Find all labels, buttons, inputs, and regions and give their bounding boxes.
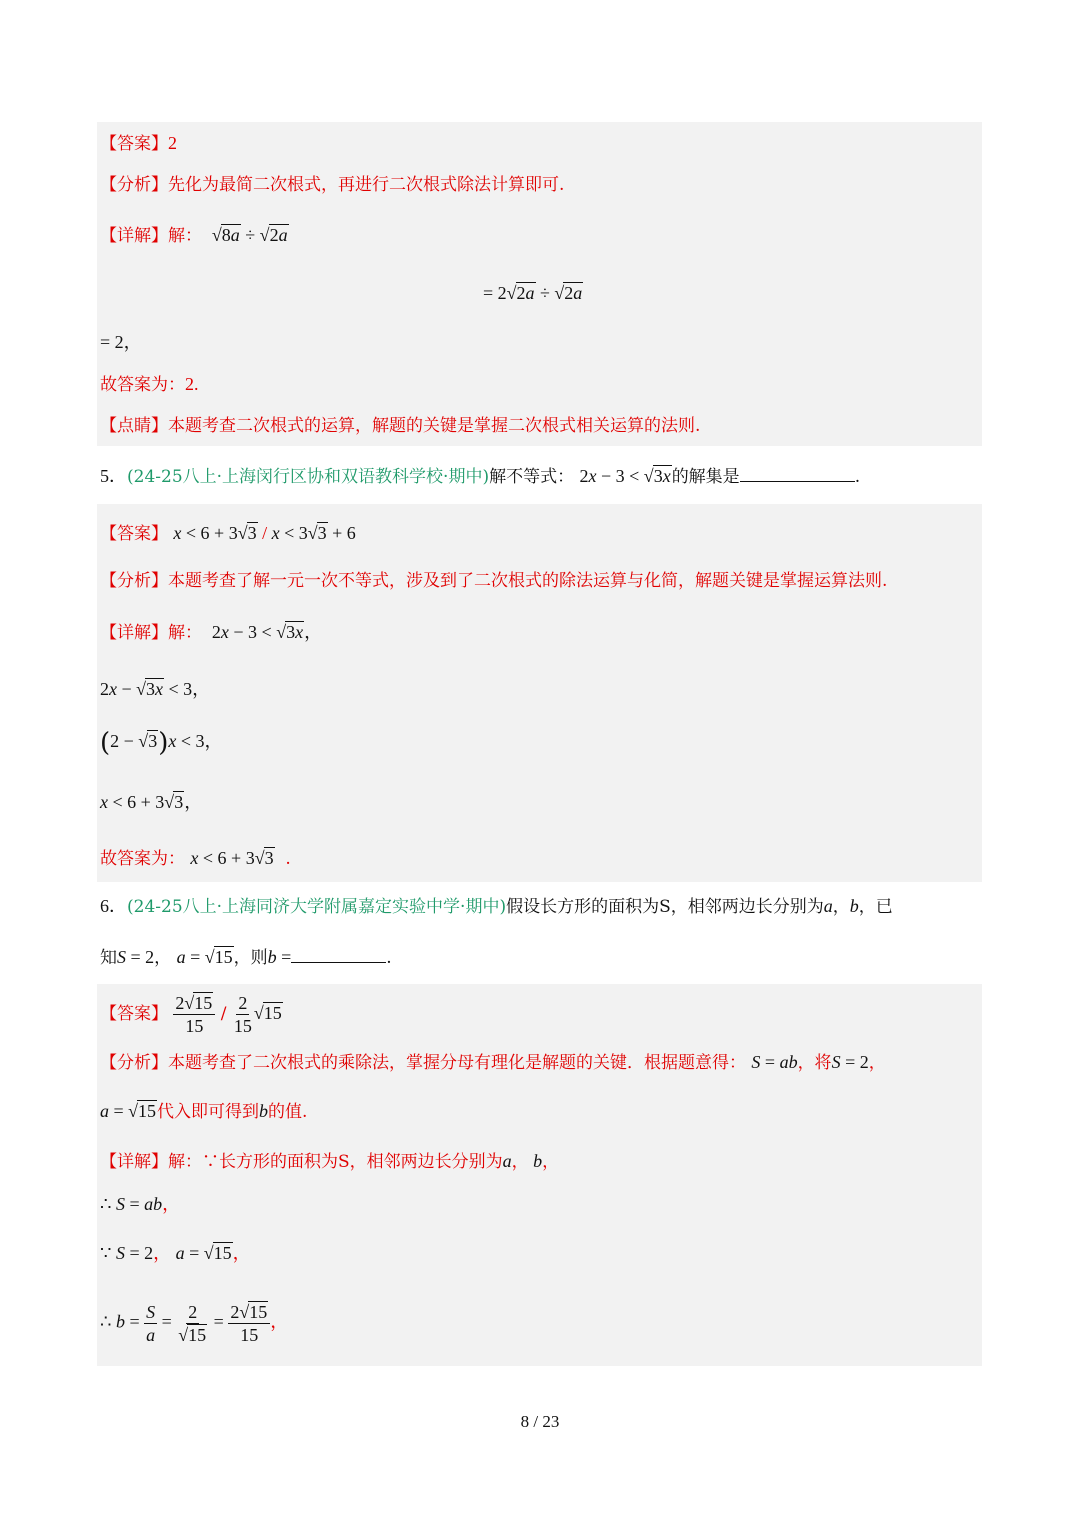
q6-stem-line-2: 知S = 2， a = √15，则b = . xyxy=(100,947,392,968)
detail-label: 【详解】 xyxy=(100,226,168,246)
q6-detail-text: 解：∵长方形的面积为S，相邻两边长分别为 xyxy=(168,1152,503,1172)
q6-analysis2-end: 的值. xyxy=(268,1102,308,1122)
q4-conclusion: 故答案为：2. xyxy=(100,374,199,395)
q5-answer-line xyxy=(100,522,356,545)
q4-comment-text: 本题考查二次根式的运算，解题的关键是掌握二次根式相关运算的法则. xyxy=(168,416,701,436)
q6-line2-prefix: 知 xyxy=(100,948,117,968)
q6-number: 6． xyxy=(100,896,127,916)
q5-stem-suffix: 的解集是 xyxy=(671,467,740,487)
conclude-label: 故答案为： xyxy=(100,849,185,869)
q5-answer-blank[interactable] xyxy=(740,467,855,482)
q6-analysis-text: 本题考查了二次根式的乘除法，掌握分母有理化是解题的关键．根据题意得： xyxy=(168,1053,746,1073)
answer-label: 【答案】 xyxy=(100,134,168,154)
q6-analysis-line-2: a = √15代入即可得到b的值. xyxy=(100,1101,308,1122)
q6-step-1: ∴ S = ab， xyxy=(100,1194,181,1214)
conclude-label: 故答案为： xyxy=(100,375,185,395)
q6-line2-then: ，则 xyxy=(233,948,268,968)
q6-step-2: ∵ S = 2， a = √15， xyxy=(100,1243,251,1263)
q4-detail-prefix: 解： xyxy=(168,226,202,246)
q6-analysis2: 代入即可得到 xyxy=(157,1102,260,1122)
q5-number: 5． xyxy=(100,466,127,486)
q5-step-1: 2x − √3x < 3， xyxy=(100,679,211,699)
q6-answer-blank[interactable] xyxy=(291,948,386,963)
answer-label: 【答案】 xyxy=(100,524,168,544)
q4-analysis-line xyxy=(100,174,564,196)
q6-answer-line: 【答案】 $\frac{2√15}{15}$ / $\frac{2}{15}$ √15 xyxy=(100,993,282,1036)
q6-analysis-mid: ，将 xyxy=(797,1053,832,1073)
q4-analysis-text: 先化为最简二次根式，再进行二次根式除法计算即可. xyxy=(168,175,565,195)
q6-stem-text: 假设长方形的面积为S，相邻两边长分别为 xyxy=(506,897,824,917)
q4-comment-line xyxy=(100,415,700,437)
analysis-label: 【分析】 xyxy=(100,571,168,591)
q4-answer-line xyxy=(100,132,177,155)
q4-step-1: = 2√2a ÷ √2a xyxy=(483,283,583,303)
analysis-label: 【分析】 xyxy=(100,175,168,195)
q5-analysis-text: 本题考查了解一元一次不等式，涉及到了二次根式的除法运算与化简，解题关键是掌握运算法则. xyxy=(168,571,888,591)
detail-label: 【详解】 xyxy=(100,623,168,643)
comment-label: 【点睛】 xyxy=(100,416,168,436)
q5-inequality: 2x − 3 < √3x xyxy=(579,466,671,486)
q6-step-3: ∴ b = $\frac{S}{a}$ = $\frac{2}{√15}$ = $\frac{2√15}{15}$ ， xyxy=(100,1302,289,1345)
q5-stem: 5．(24-25八上·上海闵行区协和双语教科学校·期中)解不等式： 2x − 3 < √3x的解集是 . xyxy=(100,466,861,487)
answer-label: 【答案】 xyxy=(100,1004,168,1024)
q5-step-2: (2 − √3)x < 3， xyxy=(100,727,223,758)
q5-source: (24-25八上·上海闵行区协和双语教科学校·期中) xyxy=(127,467,490,487)
q4-answer-value: 2 xyxy=(168,133,177,153)
q5-detail-line: 【详解】解： 2x − 3 < √3x， xyxy=(100,622,323,643)
q6-source: (24-25八上·上海同济大学附属嘉定实验中学·期中) xyxy=(127,897,507,917)
q5-stem-text: 解不等式： xyxy=(489,467,575,487)
q5-step-3: x < 6 + 3√3， xyxy=(100,792,203,812)
q5-solution-block xyxy=(97,504,982,882)
q6-analysis-line: 【分析】本题考查了二次根式的乘除法，掌握分母有理化是解题的关键．根据题意得： S = ab，将S = 2， xyxy=(100,1052,886,1073)
page-number: 8 / 23 xyxy=(520,1412,560,1431)
q4-detail-line xyxy=(100,224,289,247)
q5-answer-value: x < 6 + 3√3 / x < 3√3 + 6 xyxy=(173,523,356,543)
q5-detail-prefix: 解： xyxy=(168,623,202,643)
q6-stem-line-1: 6．(24-25八上·上海同济大学附属嘉定实验中学·期中)假设长方形的面积为S，相邻两边长分别为a，b，已 xyxy=(100,896,893,917)
q6-stem-b: ，已 xyxy=(858,897,893,917)
q4-step-2: = 2， xyxy=(100,332,142,352)
q5-conclusion: 故答案为： x < 6 + 3√3 . xyxy=(100,848,291,869)
analysis-label: 【分析】 xyxy=(100,1053,168,1073)
q6-detail-line: 【详解】解：∵长方形的面积为S，相邻两边长分别为a， b， xyxy=(100,1151,560,1172)
q6-answer-fraction-2: $\frac{2}{15}$ xyxy=(233,993,252,1036)
q5-analysis-line xyxy=(100,570,887,592)
q6-answer-fraction-1: $\frac{2√15}{15}$ xyxy=(173,992,215,1037)
detail-label: 【详解】 xyxy=(100,1152,168,1172)
q4-expression: √8a ÷ √2a xyxy=(207,225,288,245)
